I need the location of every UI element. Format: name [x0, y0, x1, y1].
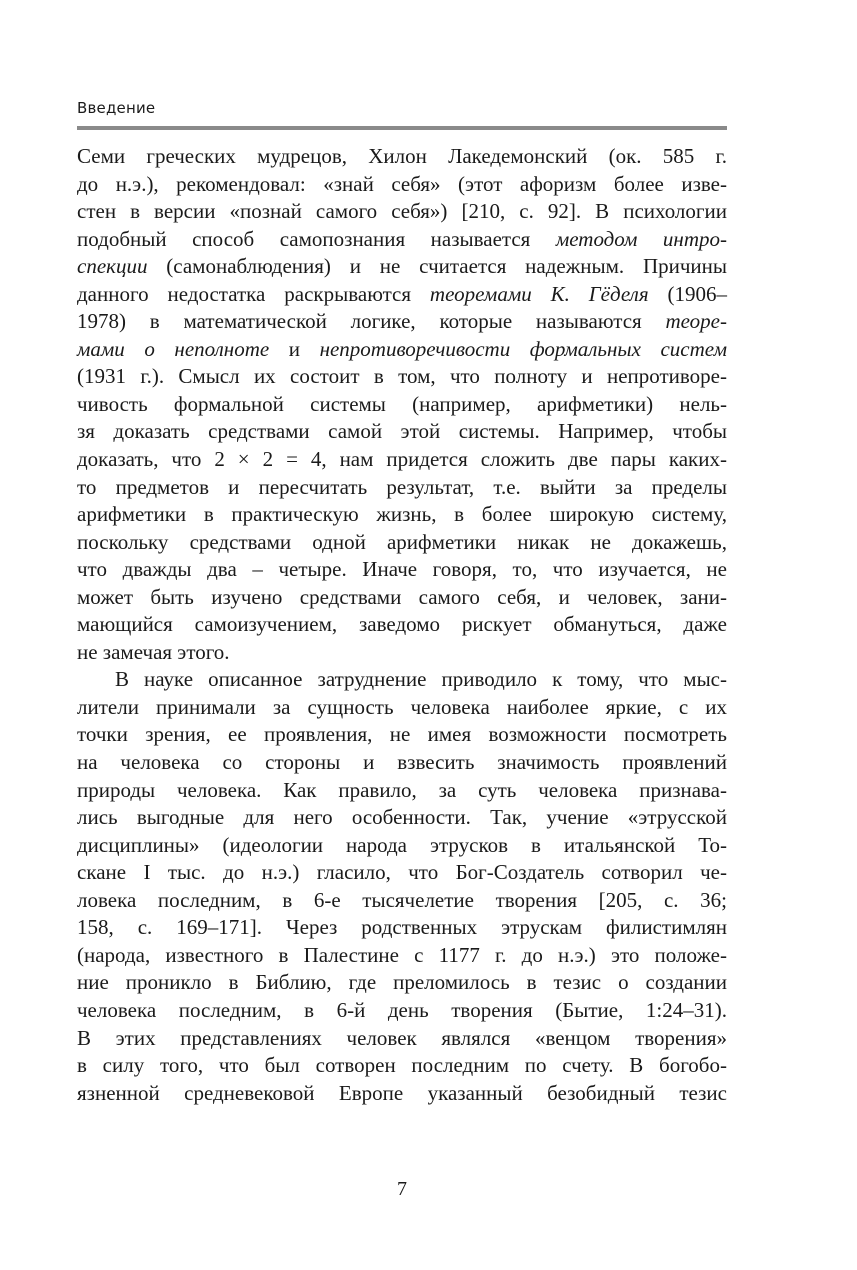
text-run: 1978) в математической логике, которые называются	[77, 309, 666, 334]
text-line: на человека со стороны и взвесить значимость проявлений	[77, 750, 727, 775]
text-line: скане I тыс. до н.э.) гласило, что Бог-Создатель сотворил че-	[77, 860, 727, 885]
text-run: данного недостатка раскрываются	[77, 281, 430, 306]
text-line: зя доказать средствами самой этой системы. Например, чтобы	[77, 419, 727, 444]
text-line: лители принимали за сущность человека наиболее яркие, с их	[77, 694, 727, 719]
text-line: (народа, известного в Палестине с 1177 г. до н.э.) это положе-	[77, 942, 727, 967]
text-run: (1906–	[648, 281, 727, 306]
text-line: язненной средневековой Европе указанный безобидный тезис	[77, 1080, 727, 1105]
text-line: В этих представлениях человек являлся «венцом творения»	[77, 1025, 727, 1050]
text-line: природы человека. Как правило, за суть человека признава-	[77, 777, 727, 802]
text-line: в силу того, что был сотворен последним по счету. В богобо-	[77, 1053, 727, 1078]
text-line: ние проникло в Библию, где преломилось в тезис о создании	[77, 970, 727, 995]
text-line: В науке описанное затруднение приводило к тому, что мыс-	[115, 667, 727, 692]
italic-term: спекции	[77, 254, 148, 279]
text-line: до н.э.), рекомендовал: «знай себя» (этот афоризм более изве-	[77, 171, 727, 196]
text-line	[77, 336, 727, 364]
text-run: (самонаблюдения) и не считается надежным. Причины	[147, 254, 727, 279]
text-line: что дважды два – четыре. Иначе говоря, то, что изучается, не	[77, 557, 727, 582]
paragraph-1	[77, 143, 727, 666]
text-line: то предметов и пересчитать результат, т.е. выйти за пределы	[77, 474, 727, 499]
text-run: подобный способ самопознания называется	[77, 226, 556, 251]
body-text	[77, 143, 727, 1107]
page-number: 7	[397, 1178, 407, 1200]
text-line	[77, 281, 727, 309]
running-head: Введение	[77, 99, 156, 117]
text-line: чивость формальной системы (например, арифметики) нель-	[77, 391, 727, 416]
text-line	[77, 253, 727, 281]
text-line: арифметики в практическую жизнь, в более широкую систему,	[77, 502, 727, 527]
text-line: дисциплины» (идеологии народа этрусков в итальянской То-	[77, 832, 727, 857]
text-line: ловека последним, в 6-е тысячелетие творения [205, с. 36;	[77, 887, 727, 912]
italic-term: методом интро-	[555, 226, 728, 251]
text-line: стен в версии «познай самого себя») [210, с. 92]. В психологии	[77, 199, 727, 224]
header-rule	[77, 126, 727, 130]
italic-term: теоремами К. Гёделя	[429, 281, 649, 306]
text-line: может быть изучено средствами самого себя, и человек, зани-	[77, 584, 727, 609]
italic-term: непротиворечивости формальных систем	[319, 336, 727, 361]
text-line: (1931 г.). Смысл их состоит в том, что полноту и непротиворе-	[77, 364, 727, 389]
text-line: поскольку средствами одной арифметики никак не докажешь,	[77, 529, 727, 554]
text-line: мающийся самоизучением, заведомо рискует обмануться, даже	[77, 612, 727, 637]
paragraph-2	[77, 666, 727, 1107]
text-line	[77, 226, 727, 254]
text-line: доказать, что 2 × 2 = 4, нам придется сложить две пары каких-	[77, 447, 727, 472]
text-line: не замечая этого.	[77, 639, 230, 664]
book-page	[77, 0, 727, 1270]
text-line: 158, с. 169–171]. Через родственных этрускам филистимлян	[77, 915, 727, 940]
italic-term: теоре-	[665, 309, 727, 334]
text-line	[77, 308, 727, 336]
text-line: Семи греческих мудрецов, Хилон Лакедемонский (ок. 585 г.	[77, 144, 727, 168]
text-line: лись выгодные для него особенности. Так, учение «этрусской	[77, 805, 727, 830]
italic-term: мами о неполноте	[77, 336, 270, 361]
text-run: и	[269, 336, 320, 361]
text-line: точки зрения, ее проявления, не имея возможности посмотреть	[77, 722, 727, 747]
text-line: человека последним, в 6-й день творения (Бытие, 1:24–31).	[77, 997, 727, 1022]
